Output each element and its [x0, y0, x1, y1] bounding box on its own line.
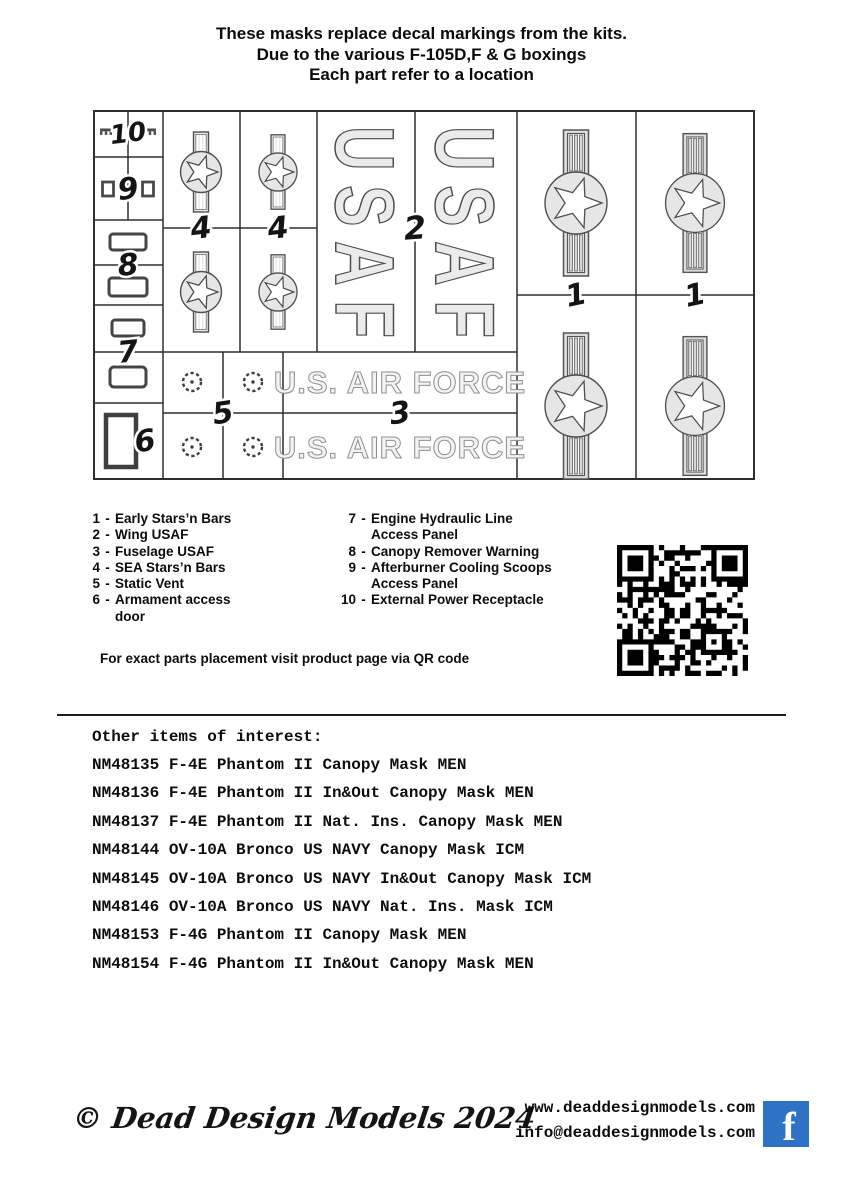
legend-item-10: 10 - External Power Receptacle — [340, 592, 544, 608]
legend-item-4: 4 - SEA Stars’n Bars — [92, 559, 226, 575]
legend-item-6: 6 - Armament access — [92, 592, 231, 608]
legend-item-5: 5 - Static Vent — [92, 576, 185, 592]
part-fuselage-usaf-2: U.S. AIR FORCE — [273, 430, 527, 465]
email-address[interactable]: info@deaddesignmodels.com — [514, 1124, 755, 1142]
header-line-1: These masks replace decal markings from the kits. — [215, 24, 628, 43]
part-wing-usaf-1: USAF — [317, 126, 413, 338]
part-early-roundel-4 — [666, 337, 725, 476]
qr-code-image — [617, 545, 748, 676]
header-line-2: Due to the various F-105D,F & G boxings — [256, 44, 587, 64]
part-early-roundel-3 — [545, 333, 607, 479]
header-note — [0, 24, 843, 86]
part-wing-usaf-2: USAF — [417, 126, 513, 338]
legend-right-column — [330, 511, 552, 609]
legend-item-8: 8 - Canopy Remover Warning — [348, 543, 540, 559]
legend-item-9: 9 - Afterburner Cooling Scoops — [348, 559, 552, 575]
part-sea-roundel-4 — [259, 255, 297, 329]
qr-code[interactable] — [617, 545, 748, 676]
list-item: NM48137 F-4E Phantom II Nat. Ins. Canopy Mask MEN — [92, 812, 563, 831]
part-sea-roundel-2 — [181, 252, 222, 332]
other-items-list — [92, 751, 591, 978]
legend-item-7-cont: Access Panel — [371, 527, 459, 543]
part-label-9: 9 — [115, 171, 141, 208]
mask-parts-diagram — [93, 110, 755, 480]
list-item: NM48146 OV-10A Bronco US NAVY Nat. Ins. Mask ICM — [92, 898, 553, 917]
part-label-5: 5 — [210, 394, 236, 433]
part-armament-access-door — [106, 415, 136, 467]
part-label-7: 7 — [115, 334, 141, 371]
part-label-4b: 4 — [265, 209, 291, 248]
part-fuselage-usaf-1: U.S. AIR FORCE — [273, 365, 527, 400]
list-item: NM48153 F-4G Phantom II Canopy Mask MEN — [92, 926, 467, 945]
part-sea-roundel-3 — [259, 135, 297, 209]
legend-item-2: 2 - Wing USAF — [92, 527, 189, 543]
website-url[interactable]: www.deaddesignmodels.com — [524, 1099, 755, 1117]
part-label-1b: 1 — [681, 276, 709, 315]
list-item: NM48145 OV-10A Bronco US NAVY In&Out Canopy Mask ICM — [92, 869, 592, 888]
part-static-vent-4 — [244, 438, 262, 456]
part-static-vent-1 — [183, 373, 201, 391]
legend-item-9-cont: Access Panel — [371, 576, 459, 592]
part-sea-roundel-1 — [181, 132, 222, 212]
list-item: NM48144 OV-10A Bronco US NAVY Canopy Mask ICM — [92, 841, 525, 860]
part-label-6: 6 — [132, 422, 158, 461]
facebook-icon[interactable]: f — [763, 1101, 809, 1147]
legend-left-column — [74, 511, 231, 625]
contact-block — [515, 1096, 755, 1146]
part-label-3: 3 — [387, 394, 413, 433]
header-line-3: Each part refer to a location — [309, 65, 534, 84]
copyright-signature: © Dead Design Models 2024 — [70, 1101, 538, 1135]
list-item: NM48136 F-4E Phantom II In&Out Canopy Mask MEN — [92, 784, 534, 803]
part-early-roundel-2 — [666, 134, 725, 273]
qr-note: For exact parts placement visit product page via QR code — [100, 651, 470, 666]
part-static-vent-3 — [183, 438, 201, 456]
list-item: NM48154 F-4G Phantom II In&Out Canopy Mask MEN — [92, 954, 534, 973]
legend-item-6-cont: door — [115, 608, 145, 624]
part-early-roundel-1 — [545, 130, 607, 276]
part-label-4a: 4 — [188, 209, 214, 248]
part-label-10: 10 — [108, 116, 148, 152]
other-items-title: Other items of interest: — [92, 728, 323, 746]
part-static-vent-2 — [244, 373, 262, 391]
part-label-8: 8 — [116, 247, 140, 284]
part-label-1a: 1 — [562, 276, 590, 315]
legend-item-7: 7 - Engine Hydraulic Line — [348, 511, 513, 526]
legend-item-1: 1 - Early Stars’n Bars — [92, 511, 232, 526]
list-item: NM48135 F-4E Phantom II Canopy Mask MEN — [92, 756, 467, 774]
legend-item-3: 3 - Fuselage USAF — [92, 543, 215, 559]
part-label-2: 2 — [402, 208, 428, 248]
section-divider — [57, 714, 786, 716]
